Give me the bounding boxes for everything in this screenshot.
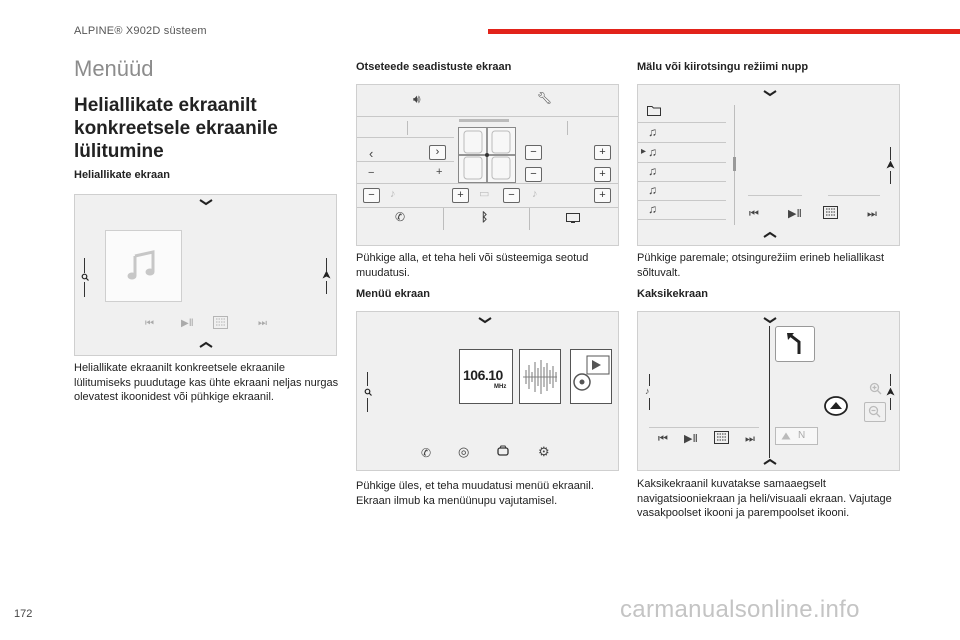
media-waveform-tile[interactable] — [519, 349, 561, 404]
minus-icon[interactable]: − — [368, 167, 375, 179]
search-icon — [81, 273, 89, 281]
swipe-up-chevron-icon — [199, 341, 213, 349]
chevron-right-button[interactable]: › — [429, 145, 446, 160]
swipe-down-chevron-icon — [199, 198, 213, 206]
minus-button-3[interactable]: − — [363, 188, 380, 203]
zoom-out-icon — [868, 405, 881, 418]
navigation-arrow-icon — [886, 387, 895, 396]
car-seats-icon — [459, 128, 515, 182]
previous-track-icon[interactable]: ⏮ — [145, 318, 154, 329]
swipe-up-chevron-icon — [763, 458, 777, 466]
navigation-arrow-icon — [886, 160, 895, 169]
map-heading-label: N — [798, 430, 806, 441]
treble-icon: ♪ — [390, 188, 396, 200]
music-list-item-icon[interactable]: ♫ — [648, 183, 657, 197]
equalizer-grid-icon[interactable] — [823, 206, 838, 219]
section-title: Menüüd — [74, 56, 154, 81]
compass-arrow-icon — [781, 432, 791, 440]
fader-icon: ▭ — [479, 188, 490, 200]
radio-frequency: 106.10 — [463, 367, 503, 383]
dual-screen-illustration — [637, 311, 900, 471]
previous-track-icon[interactable]: ⏮ — [658, 433, 668, 445]
swipe-down-chevron-icon — [763, 89, 777, 97]
radio-unit: MHz — [494, 384, 507, 390]
minus-button-2[interactable]: − — [525, 167, 542, 182]
previous-track-icon[interactable]: ⏮ — [749, 208, 759, 220]
vehicle-icon[interactable] — [497, 445, 509, 457]
radio-tile[interactable] — [459, 349, 513, 404]
shortcut-settings-caption: Pühkige alla, et teha heli või süsteemiga seotud muudatusi. — [356, 252, 589, 279]
screen-divider[interactable] — [769, 326, 770, 458]
gear-icon[interactable]: ⚙ — [538, 444, 550, 459]
phone-icon[interactable]: ✆ — [421, 446, 432, 460]
music-note-icon — [126, 248, 160, 282]
page-number: 172 — [14, 608, 33, 620]
swipe-up-chevron-icon — [763, 231, 777, 239]
disc-film-icon — [571, 350, 611, 403]
music-list-item-icon[interactable]: ♫ — [648, 202, 657, 216]
waveform-icon — [520, 350, 560, 403]
memory-search-caption: Pühkige paremale; otsingurežiim erineb heliallikast sõltuvalt. — [637, 252, 885, 279]
connected-app-icon[interactable]: ◎ — [458, 444, 470, 459]
zoom-out-button[interactable] — [864, 402, 886, 422]
volume-icon[interactable]: 🔊︎ — [413, 92, 421, 106]
chevron-left-icon[interactable]: ‹ — [369, 146, 374, 161]
balance-indicator — [459, 119, 509, 122]
bass-icon: ♪ — [532, 188, 538, 200]
right-edge-marker-lower — [326, 281, 327, 294]
next-track-icon[interactable]: ⏭ — [745, 433, 755, 445]
memory-search-screen-illustration — [637, 84, 900, 246]
play-pause-icon[interactable]: ▶Ⅱ — [788, 208, 802, 220]
music-list-item-icon[interactable]: ♫ — [648, 145, 657, 159]
selection-pointer-icon: ▸ — [641, 146, 647, 157]
main-heading: Heliallikate ekraanilt konkreetsele ekraanile lülitumine — [74, 95, 278, 162]
audio-settings-icon[interactable]: 🔧︎ — [537, 91, 553, 105]
menu-screen-heading: Menüü ekraan — [356, 288, 430, 300]
next-track-icon[interactable]: ⏭ — [867, 208, 877, 220]
bluetooth-icon[interactable]: ᛒ — [481, 210, 489, 224]
memory-search-heading: Mälu või kiirotsingu režiimi nupp — [637, 61, 809, 73]
shortcut-settings-screen-illustration — [356, 84, 619, 246]
header-accent-bar — [488, 29, 960, 34]
watermark: carmanualsonline.info — [620, 596, 860, 623]
swipe-down-chevron-icon — [763, 316, 777, 324]
plus-icon[interactable]: + — [436, 166, 443, 178]
audio-screen-heading: Heliallikate ekraan — [74, 169, 171, 181]
left-edge-marker — [84, 258, 85, 273]
menu-screen-illustration — [356, 311, 619, 471]
turn-arrow-icon — [786, 332, 804, 356]
turn-direction-tile[interactable] — [775, 326, 815, 362]
audio-screen-caption: Heliallikate ekraanilt konkreetsele ekraanile lülitumiseks puudutage kas ühte ekraani neljas nurgas olevatest ikoonidest või pühkige ekraanil. — [74, 362, 339, 403]
music-list-item-icon[interactable]: ♫ — [648, 164, 657, 178]
vehicle-position-icon — [824, 396, 848, 416]
left-edge-marker-lower — [84, 282, 85, 297]
play-pause-icon[interactable]: ▶Ⅱ — [181, 318, 194, 329]
equalizer-grid-icon[interactable] — [714, 431, 729, 444]
audio-source-screen-illustration — [74, 194, 337, 356]
shortcut-settings-heading: Otseteede seadistuste ekraan — [356, 61, 512, 73]
plus-button-2[interactable]: + — [594, 167, 611, 182]
seat-balance-diagram[interactable] — [458, 127, 516, 183]
zoom-in-icon[interactable] — [869, 382, 882, 395]
plus-button-1[interactable]: + — [594, 145, 611, 160]
folder-icon[interactable] — [647, 105, 661, 116]
minus-button-1[interactable]: − — [525, 145, 542, 160]
minus-button-4[interactable]: − — [503, 188, 520, 203]
list-scrollbar[interactable] — [733, 157, 736, 171]
plus-button-4[interactable]: + — [594, 188, 611, 203]
search-icon — [364, 388, 372, 396]
album-art — [105, 230, 182, 302]
music-note-icon: ♪ — [645, 386, 650, 396]
music-list-item-icon[interactable]: ♫ — [648, 125, 657, 139]
system-title: ALPINE® X902D süsteem — [74, 25, 207, 37]
media-source-tile[interactable] — [570, 349, 612, 404]
menu-screen-caption: Pühkige üles, et teha muudatusi menüü ekraanil. Ekraan ilmub ka menüünupu vajutamisel. — [356, 480, 594, 507]
plus-button-3[interactable]: + — [452, 188, 469, 203]
dual-screen-caption: Kaksikekraanil kuvatakse samaaegselt navigatsiooniekraan ja heli/visuaali ekraan. Vajutage vasakpoolset ikooni ja parempoolset ikooni. — [637, 478, 892, 519]
phone-mute-icon[interactable]: ✆ — [395, 210, 406, 224]
play-pause-icon[interactable]: ▶Ⅱ — [684, 433, 698, 445]
equalizer-grid-icon[interactable] — [213, 316, 228, 329]
screen-display-icon[interactable] — [566, 213, 580, 223]
navigation-arrow-icon — [322, 270, 331, 279]
dual-screen-heading: Kaksikekraan — [637, 288, 708, 300]
swipe-down-chevron-icon — [478, 316, 492, 324]
next-track-icon[interactable]: ⏭ — [258, 318, 267, 329]
map-heading-indicator[interactable] — [775, 427, 818, 445]
